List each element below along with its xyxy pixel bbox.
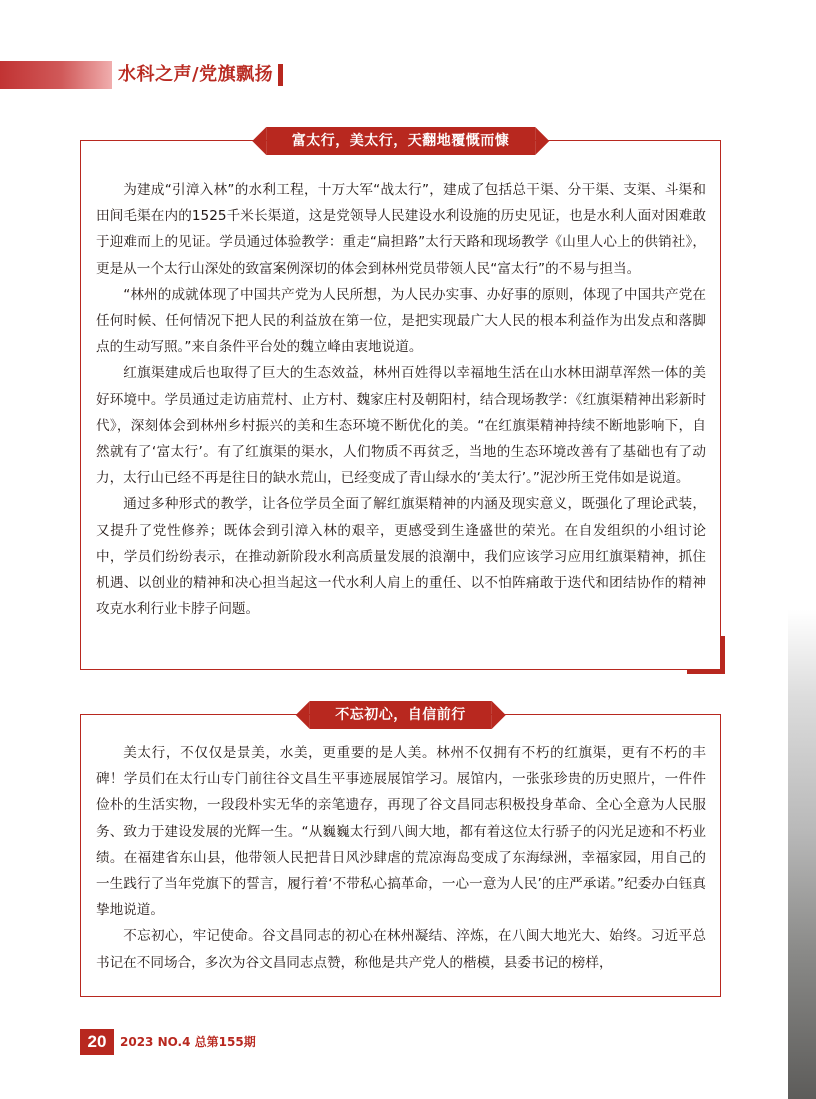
paragraph: 为建成“引漳入林”的水利工程，十万大军“战太行”，建成了包括总干渠、分干渠、支渠、斗渠和田间毛渠在内的1525千米长渠道，这是党领导人民建设水利设施的历史见证，也是水利人面对困难敢于迎难而上的见证。学员通过体验教学：重走“扁担路”太行天路和现场教学《山里人心上的供销社》，更是从一个太行山深处的致富案例深切的体会到林州党员带领人民“富太行”的不易与担当。 bbox=[96, 182, 706, 277]
column-title: 水科之声/党旗飘扬 bbox=[118, 64, 274, 85]
paragraph: “林州的成就体现了中国共产党为人民所想，为人民办实事、办好事的原则，体现了中国共产党在任何时候、任何情况下把人民的利益放在第一位，是把实现最广大人民的根本利益作为出发点和落脚点的生动写照。”来自条件平台处的魏立峰由衷地说道。 bbox=[96, 286, 706, 356]
article-section-1 bbox=[80, 133, 721, 670]
section-body bbox=[96, 740, 706, 976]
page-number: 20 bbox=[80, 1029, 114, 1055]
section-heading: 富太行，美太行，天翻地覆慨而慷 bbox=[266, 127, 536, 155]
paragraph: 不忘初心，牢记使命。谷文昌同志的初心在林州凝结、淬炼，在八闽大地光大、始终。习近平总书记在不同场合，多次为谷文昌同志点赞，称他是共产党人的楷模，县委书记的榜样， bbox=[96, 928, 706, 971]
section-heading: 不忘初心，自信前行 bbox=[309, 701, 492, 729]
issue-info: 2023 NO.4 总第155期 bbox=[120, 1035, 256, 1049]
side-photo-strip bbox=[788, 610, 816, 1099]
paragraph: 通过多种形式的教学，让各位学员全面了解红旗渠精神的内涵及现实意义，既强化了理论武装，又提升了党性修养；既体会到引漳入林的艰辛，更感受到生逢盛世的荣光。在自发组织的小组讨论中，学员们纷纷表示，在推动新阶段水利高质量发展的浪潮中，我们应该学习应用红旗渠精神，抓住机遇、以创业的精神和决心担当起这一代水利人肩上的重任、以不怕阵痛敢于迭代和团结协作的精神攻克水利行业卡脖子问题。 bbox=[96, 496, 706, 618]
corner-accent bbox=[687, 669, 725, 674]
article-section-2 bbox=[80, 707, 721, 997]
paragraph: 红旗渠建成后也取得了巨大的生态效益，林州百姓得以幸福地生活在山水林田湖草浑然一体的美好环境中。学员通过走访庙荒村、止方村、魏家庄村及朝阳村，结合现场教学：《红旗渠精神出彩新时代》，深刻体会到林州乡村振兴的美和生态环境不断优化的美。“在红旗渠精神持续不断地影响下，自然就有了‘富太行’。有了红旗渠的渠水，人们物质不再贫乏，当地的生态环境改善有了基础也有了动力，太行山已经不再是往日的缺水荒山，已经变成了青山绿水的‘美太行’。”泥沙所王党伟如是说道。 bbox=[96, 365, 706, 487]
paragraph: 美太行，不仅仅是景美，水美，更重要的是人美。林州不仅拥有不朽的红旗渠，更有不朽的丰碑！学员们在太行山专门前往谷文昌生平事迹展展馆学习。展馆内，一张张珍贵的历史照片，一件件俭朴的生活实物，一段段朴实无华的亲笔遗存，再现了谷文昌同志积极投身革命、全心全意为人民服务、致力于建设发展的光辉一生。“从巍巍太行到八闽大地，都有着这位太行骄子的闪光足迹和不朽业绩。在福建省东山县，他带领人民把昔日风沙肆虐的荒凉海岛变成了东海绿洲，幸福家园，用自己的一生践行了当年党旗下的誓言，履行着‘不带私心搞革命，一心一意为人民’的庄严承诺。”纪委办白钰真挚地说道。 bbox=[96, 745, 706, 919]
section-body bbox=[96, 177, 706, 622]
header-color-band bbox=[0, 61, 112, 89]
header-divider-bar bbox=[278, 64, 283, 86]
